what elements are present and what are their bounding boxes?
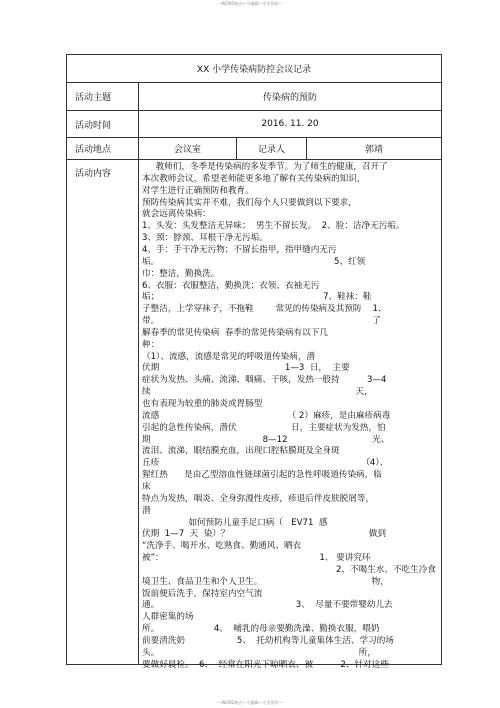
place-label: 活动地点 [67, 138, 139, 160]
time-label: 活动时间 [67, 111, 139, 138]
content-line: 本次教师会议，希望老师能更多地了解有关传染病的知识， [142, 173, 366, 184]
content-line: 1、头发：头发整洁无异味； 男生不留长发。 2、脸：洁净无污垢。 [142, 221, 405, 232]
content-line: “洗净手、喝开水、吃熟食、勤通风、晒衣 [142, 541, 302, 552]
topic-label: 活动主题 [67, 83, 139, 111]
content-line: 种： [142, 339, 160, 350]
content-line: 特点为发热，咽炎、全身弥漫性皮疹，疹退后伴皮肤脱屑等， [142, 493, 375, 504]
meeting-record-table [66, 54, 442, 670]
content-line: 前要清洗奶 5、 托幼机构等儿童集体生活、学习的场 [142, 636, 394, 646]
content-line: 4、手：手干净无污物；不留长指甲，指甲缝内无污 [142, 244, 337, 255]
content-line: 引起的急性传染病，潜伏 日，主要症状为发热，怕 [142, 422, 386, 433]
content-line: 潜 [142, 505, 151, 516]
content-line: 也有表现为较重的肺炎或胃肠型 [142, 399, 263, 409]
content-line: 带。 了 [142, 316, 381, 327]
content-line: 所。 4、 哺乳的母亲要勤洗澡、勤换衣服，喂奶 [142, 624, 380, 635]
content-line: 人群密集的场 [142, 612, 194, 623]
content-line: 解春季的常见传染病 春季的常见传染病有以下几 [142, 327, 328, 338]
content-line: 对学生进行正确预防和教育。 [142, 185, 254, 196]
content-line: 流泪、流涕，眼结膜充血，出现口腔粘膜斑及全身斑 [142, 446, 340, 457]
content-line: 教师们，冬季是传染病的多发季节。为了师生的健康，召开了 [142, 162, 388, 172]
content-line: 就会远离传染病： [142, 209, 211, 220]
content-line: 境卫生、食品卫生和个人卫生。 物， [142, 576, 389, 587]
content-line: 垢； 7、鞋袜：鞋 [142, 292, 372, 303]
content-line: 通。 3、 尽量不要带婴幼儿去 [142, 600, 393, 611]
recorder-label: 记录人 [237, 138, 307, 160]
content-line: 猩红热 是由乙型溶血性链球菌引起的急性呼吸道传染病，临 [142, 470, 382, 481]
content-line: 如何预防儿童手足口病（ EV71 感 [142, 517, 328, 528]
content-line: 要做好晨检。 6、 经常在阳光下晾晒衣、被 2、针对这些 [142, 659, 389, 670]
table-title: XX 小学传染病防控会议记录 [67, 55, 442, 83]
content-line: 被”： 1、 要讲究环 [142, 553, 371, 564]
time-value: 2016. 11. 20 [139, 111, 442, 138]
content-line: 症状为发热、头痛、流涕、咽痛、干咳，发热一般持 3—4 [142, 375, 387, 386]
content-line: 丘疹 （4）、 [142, 458, 389, 469]
document-header-watermark: —WORD格式—可编辑—专业资料— [217, 1, 283, 6]
content-line: 垢。 5、红领 [142, 256, 366, 267]
content-line: 预防传染病其实并不难，我们每个人只要做到以下要求， [142, 197, 357, 208]
content-line: 巾：整洁，勤换洗。 [142, 268, 220, 279]
content-line: 期 8—12 光、 [142, 434, 390, 445]
content-line: 头。 所， [142, 647, 376, 658]
place-value: 会议室 [139, 138, 237, 160]
document-footer-watermark: —WORD格式—可编辑—专业资料— [217, 700, 283, 705]
content-label: 活动内容 [67, 160, 139, 665]
content-line: 床 [142, 481, 151, 492]
content-line: 伏期 1—7 天 染）？ 做到 [142, 529, 386, 540]
recorder-value: 郭靖 [307, 138, 442, 160]
content-line: 饭前便后洗手，保持室内空气流 [142, 588, 263, 599]
content-line: 6、衣服：衣服整洁，勤换洗；衣领、衣袖无污 [142, 280, 320, 291]
content-body [139, 160, 442, 670]
content-line: 子整洁，上学穿袜子，不拖鞋 常见的传染病及其预防 1、 [142, 304, 387, 315]
topic-value: 传染病的预防 [139, 83, 442, 111]
content-line: 流感 （ 2）麻疹，是由麻疹病毒 [142, 410, 391, 421]
content-line: 2、不喝生水、不吃生冷食 [142, 564, 436, 575]
content-line: （1）、流感，流感是常见的呼吸道传染病，潜 [142, 351, 316, 362]
content-line: 3、颈：脖颈、耳根干净无污垢。 [142, 233, 268, 244]
content-line: 伏期 1—3 日， 主要 [142, 363, 350, 374]
content-line: 续 天， [142, 387, 373, 398]
